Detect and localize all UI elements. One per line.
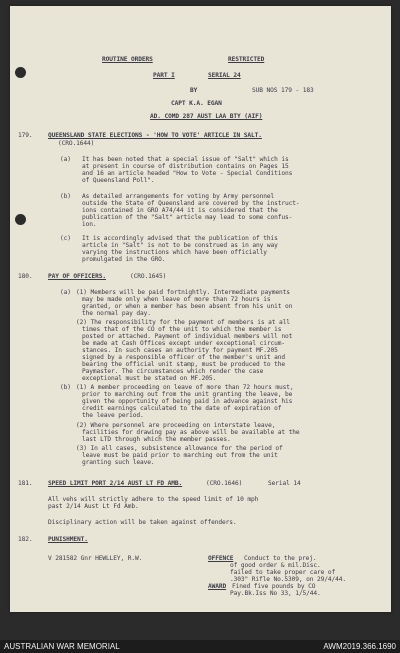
paragraph-line: granted, or when a member has been absent from his unit on — [82, 303, 293, 310]
paragraph-line: All vehs will strictly adhere to the speed limit of 10 mph — [48, 496, 259, 503]
award-line: Fined five pounds by CO — [232, 583, 316, 590]
item-title: SPEED LIMIT PORT 2/14 AUST LT FD AMB. — [48, 480, 183, 487]
paragraph-line: (1) A member proceeding on leave of more than 72 hours must, — [76, 384, 294, 391]
paragraph-label: (a) — [60, 289, 71, 296]
item-title: PUNISHMENT. — [48, 536, 88, 543]
paragraph-label: (a) — [60, 156, 71, 163]
item-reference: (CRO.1644) — [58, 140, 95, 147]
offence-label: OFFENCE — [208, 555, 234, 562]
paragraph-line: at present in course of distribution contains on Pages 15 — [82, 163, 289, 170]
paragraph-line: the normal pay day. — [82, 310, 151, 317]
paragraph-line: promulgated in the GRO. — [82, 256, 166, 263]
header-by: BY — [190, 87, 198, 94]
paragraph-line: prior to marching out from the unit granting the leave, be — [82, 391, 293, 398]
paragraph-line: times that of the CO of the unit to which the member is — [82, 326, 282, 333]
paragraph-line: the leave period. — [82, 412, 144, 419]
header-unit: AD. COMD 287 AUST LAA BTY (AIF) — [150, 113, 263, 120]
paragraph-line: leave must be paid prior to marching out from the unit — [82, 452, 278, 459]
footer-accession-number: AWM2019.366.1690 — [323, 642, 396, 651]
offence-line: .303" Rifle No.5309, on 29/4/44. — [230, 576, 347, 583]
paragraph-line: last LTD through which the member passes. — [82, 436, 231, 443]
paragraph-line: credit earnings calculated to the date of expiration of — [82, 405, 282, 412]
paragraph-line: bearing the official unit stamp, must be produced to the — [82, 361, 286, 368]
item-extra: Serial 14 — [268, 480, 301, 487]
header-sub-nos: SUB NOS 179 - 183 — [252, 87, 314, 94]
paragraph-line: given the opportunity of being paid in advance against his — [82, 398, 293, 405]
paragraph-line: of Queensland Poll". — [82, 177, 155, 184]
offence-line: of good order & mil.Disc. — [230, 562, 321, 569]
paragraph-line: ion. — [82, 221, 97, 228]
header-part: PART I — [153, 72, 175, 79]
paragraph-line: posted or attached. Payment of individual members will not — [82, 333, 293, 340]
paragraph-line: Paymaster. The circumstances which render the case — [82, 368, 264, 375]
offence-line: failed to take proper care of — [230, 569, 336, 576]
paragraph-line: article in "Salt" is not to be construed as in any way — [82, 242, 278, 249]
paragraph-line: may be made only when leave of more than 72 hours is — [82, 296, 271, 303]
document-page — [10, 6, 391, 612]
offence-line: Conduct to the prej. — [244, 555, 317, 562]
soldier-name: V 281582 Gnr HEWLLEY, R.W. — [48, 555, 143, 562]
header-serial: SERIAL 24 — [208, 72, 241, 79]
item-title: PAY OF OFFICERS. — [48, 273, 107, 280]
paragraph-line: It is accordingly advised that the publication of this — [82, 235, 278, 242]
paragraph-line: (2) Where personnel are proceeding on interstate leave, — [76, 422, 276, 429]
paragraph-line: ions contained in GRO A74/44 it is considered that the — [82, 207, 278, 214]
paragraph-line: outside the State of Queensland are covered by the instruct- — [82, 200, 300, 207]
award-line: Pay.Bk.Iss No 33, 1/5/44. — [230, 590, 321, 597]
paragraph-line: granting such leave. — [82, 459, 155, 466]
header-left-title: ROUTINE ORDERS — [102, 56, 153, 63]
paragraph-line: stances. In such cases an authority for payment MF.205 — [82, 347, 278, 354]
header-right-title: RESTRICTED — [228, 56, 265, 63]
item-number: 181. — [18, 480, 33, 487]
item-reference: (CRO.1646) — [206, 480, 243, 487]
punch-hole — [15, 67, 26, 78]
punch-hole — [15, 214, 26, 225]
item-title: QUEENSLAND STATE ELECTIONS - 'HOW TO VOTE' ARTICLE IN SALT. — [48, 132, 262, 139]
item-number: 180. — [18, 273, 33, 280]
paragraph-line: As detailed arrangements for voting by Army personnel — [82, 193, 275, 200]
paragraph-line: publication of the "Salt" article may lead to some confus- — [82, 214, 293, 221]
paragraph-line: It has been noted that a special issue of "Salt" which is — [82, 156, 289, 163]
paragraph-line: (3) In all cases, subsistence allowance for the period of — [76, 445, 283, 452]
paragraph-line: past 2/14 Aust Lt Fd Amb. — [48, 503, 139, 510]
paragraph-line: (2) The responsibility for the payment of members is at all — [76, 319, 290, 326]
item-reference: (CRO.1645) — [130, 273, 167, 280]
paragraph-line: be made at Cash Offices except under exceptional circum- — [82, 340, 286, 347]
paragraph-label: (b) — [60, 384, 71, 391]
paragraph-line: and 16 an article headed "How to Vote - Special Conditions — [82, 170, 293, 177]
item-number: 179. — [18, 132, 33, 139]
award-label: AWARD — [208, 583, 227, 590]
paragraph-line: Disciplinary action will be taken against offenders. — [48, 519, 237, 526]
footer-source: AUSTRALIAN WAR MEMORIAL — [4, 642, 120, 651]
footer-bar — [0, 640, 400, 653]
paragraph-line: facilities for drawing pay as above will be available at the — [82, 429, 300, 436]
paragraph-line: signed by a responsible officer of the member's unit and — [82, 354, 286, 361]
paragraph-line: exceptional must be stated on MF.205. — [82, 375, 217, 382]
paragraph-label: (c) — [60, 235, 71, 242]
paragraph-line: varying the instructions which have been officially — [82, 249, 267, 256]
header-officer: CAPT K.A. EGAN — [171, 100, 222, 107]
paragraph-line: (1) Members will be paid fortnightly. Intermediate payments — [76, 289, 290, 296]
paragraph-label: (b) — [60, 193, 71, 200]
item-number: 182. — [18, 536, 33, 543]
